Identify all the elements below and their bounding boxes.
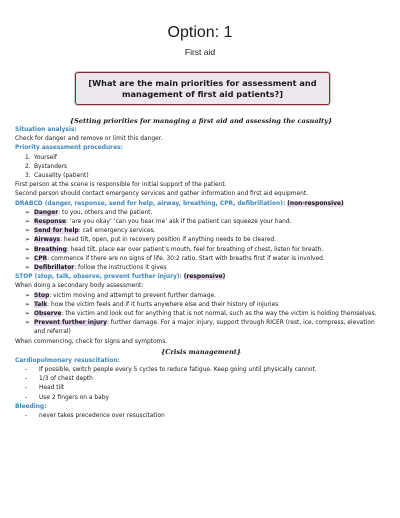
page-title: Option: 1: [167, 24, 233, 41]
arrow-bullet-icon: ➢: [25, 320, 30, 327]
list-number: 1.: [25, 154, 31, 161]
list-item-text: Yourself: [34, 154, 57, 161]
list-item: [15, 209, 387, 218]
item-key: Danger: [34, 209, 59, 216]
item-key: Send for help: [34, 228, 79, 235]
arrow-bullet-icon: ➢: [25, 311, 30, 318]
arrow-bullet-icon: ➢: [25, 219, 30, 226]
item-text: : head tilt, place ear over patient’s mouth, feel for breathing of chest, listen for breath.: [66, 246, 324, 253]
item-text: : commence if there are no signs of life. 30:2 ratio. Start with breaths first if water is involved.: [47, 255, 325, 262]
cpr-list: [15, 366, 387, 403]
list-item: [15, 319, 387, 337]
first-person-text: First person at the scene is responsible for initial support of the patient.: [15, 182, 227, 189]
situation-label: Situation analysis:: [15, 127, 77, 133]
item-key: Response: [34, 219, 66, 226]
bleeding-list: [15, 412, 387, 421]
priority-label: Priority assessment procedures:: [15, 145, 123, 152]
item-key: Observe: [34, 311, 62, 318]
item-text: : the victim and look out for anything that is not normal, such as the way the victim is holding themselves.: [61, 311, 377, 318]
item-key: Talk: [34, 301, 48, 308]
list-item-text: Causality (patient): [34, 173, 89, 180]
stop-tag: (responsive): [183, 274, 226, 281]
situation-text: Check for danger and remove or limit this danger.: [15, 136, 163, 143]
list-item: [15, 375, 387, 384]
item-text: : to you, others and the patient.: [58, 209, 153, 216]
section-heading-crisis: {Crisis management}: [160, 347, 242, 356]
list-item: [15, 310, 387, 319]
list-item-text: 1/3 of chest depth: [39, 376, 93, 383]
item-text: : head tilt, open, put in recovery position if anything needs to be cleared.: [60, 237, 277, 244]
priority-list: [15, 154, 387, 182]
list-item: [15, 246, 387, 255]
list-item: [25, 154, 387, 163]
item-key: Stop: [34, 292, 50, 299]
item-key: Prevent further injury: [34, 320, 107, 327]
question-text: [What are the main priorities for assessment and management of first aid patients?]: [88, 78, 317, 99]
dash-bullet-icon: -: [25, 376, 28, 383]
page-subtitle: First aid: [184, 47, 216, 57]
list-item-text: Bystanders: [34, 163, 68, 170]
list-item: [15, 218, 387, 227]
bleeding-label: Bleeding:: [15, 403, 47, 410]
arrow-bullet-icon: ➢: [25, 292, 30, 299]
item-key: CPR: [34, 255, 48, 262]
stop-heading: [15, 273, 387, 282]
list-item: [15, 366, 387, 375]
commencing-text: When commencing, check for signs and symptoms.: [15, 338, 168, 345]
list-item: [15, 236, 387, 245]
cpr-label: Cardiopulmonary resuscitation:: [15, 357, 120, 364]
dash-bullet-icon: -: [25, 367, 28, 374]
secondary-text: When doing a secondary body assessment:: [15, 283, 144, 290]
item-key: Airways: [34, 237, 61, 244]
drabcd-heading: [15, 200, 387, 209]
arrow-bullet-icon: ➢: [25, 228, 30, 235]
item-text: : follow the instructions it gives: [74, 265, 167, 272]
list-item: [15, 384, 387, 393]
list-number: 2.: [25, 163, 31, 170]
list-item-text: Use 2 fingers on a baby: [39, 394, 109, 401]
notes-body: [15, 116, 387, 421]
second-person-text: Second person should contact emergency services and gather information and first aid equipment.: [15, 191, 309, 198]
list-item: [15, 412, 387, 421]
list-item: [15, 255, 387, 264]
item-text: : victim moving and attempt to prevent further damage.: [49, 292, 216, 299]
arrow-bullet-icon: ➢: [25, 255, 30, 262]
list-item: [25, 163, 387, 172]
list-item: [15, 394, 387, 403]
item-key: Defibrillator: [34, 265, 75, 272]
item-text: : call emergency services.: [78, 228, 156, 235]
list-item: [25, 172, 387, 181]
dash-bullet-icon: -: [25, 413, 28, 420]
list-item: [15, 264, 387, 273]
section-heading-priorities: {Setting priorities for managing a first aid and assessing the casualty}: [69, 117, 333, 125]
list-item: [15, 227, 387, 236]
arrow-bullet-icon: ➢: [25, 209, 30, 216]
question-box: [75, 72, 330, 105]
list-item: [15, 292, 387, 301]
list-item-text: never takes precedence over resuscitation: [39, 413, 165, 420]
drabcd-tag: (non-responsive): [287, 200, 344, 207]
arrow-bullet-icon: ➢: [25, 265, 30, 272]
dash-bullet-icon: -: [25, 385, 28, 392]
item-text: : ‘are you okay’ ‘can you hear me’ ask if the patient can squeeze your hand.: [66, 219, 292, 226]
stop-list: [15, 292, 387, 338]
list-item-text: If possible, switch people every 5 cycles to reduce fatigue. Keep going until physically cannot.: [39, 367, 317, 374]
arrow-bullet-icon: ➢: [25, 246, 30, 253]
list-number: 3.: [25, 173, 31, 180]
list-item: [15, 301, 387, 310]
arrow-bullet-icon: ➢: [25, 301, 30, 308]
item-text: : how the victim feels and if it hurts anywhere else and their history of injuries: [47, 301, 279, 308]
item-text: : further damage. For a major injury, support through RICER (rest, ice, compress, elevation and referral): [34, 320, 375, 336]
drabcd-label: DRABCD (danger, response, send for help, airway, breathing, CPR, defibrillation):: [15, 200, 286, 207]
item-key: Breathing: [34, 246, 67, 253]
list-item-text: Head tilt: [39, 385, 65, 392]
dash-bullet-icon: -: [25, 394, 28, 401]
drabcd-list: [15, 209, 387, 273]
arrow-bullet-icon: ➢: [25, 237, 30, 244]
stop-label: STOP (stop, talk, observe, prevent further injury):: [15, 274, 182, 281]
